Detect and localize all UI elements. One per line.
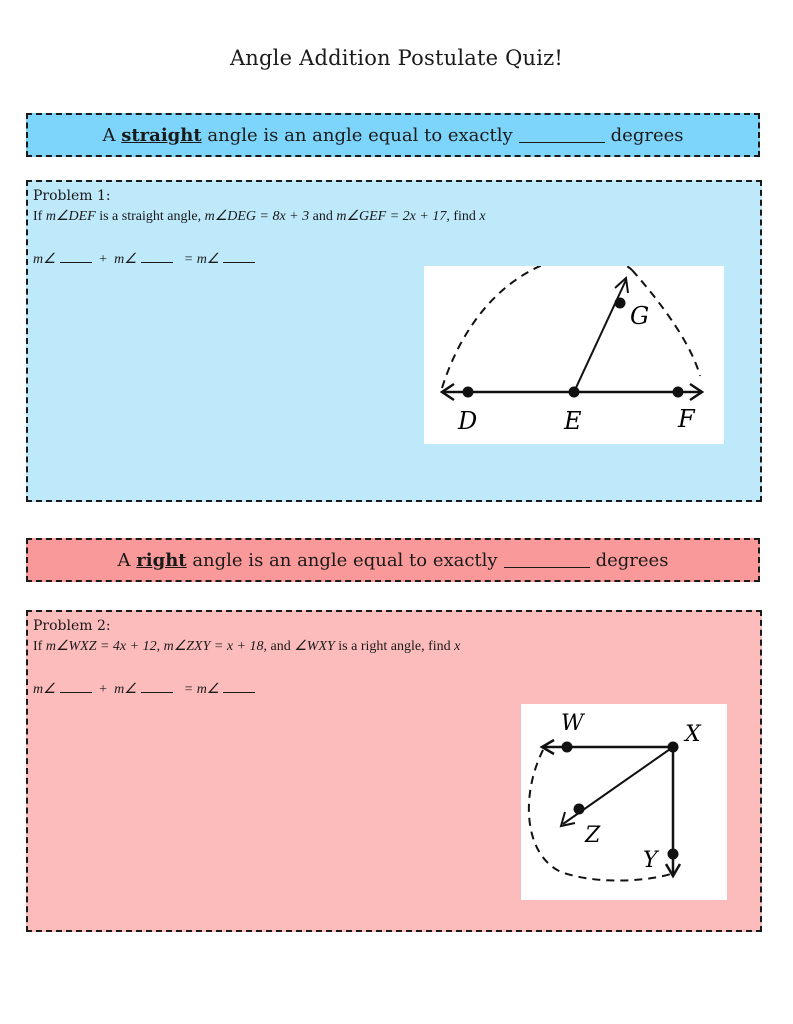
answer-blank[interactable] (504, 553, 590, 568)
statement-text: If (33, 209, 46, 224)
problem-1-equation (33, 250, 259, 268)
definition-keyword-right: right (136, 549, 187, 571)
problem-2-statement (33, 638, 460, 655)
statement-math: m∠WXZ = 4x + 12 (45, 639, 157, 654)
problem-2-label: Problem 2: (33, 618, 111, 634)
label-e: E (564, 407, 582, 435)
answer-blank[interactable] (519, 128, 605, 143)
problem-2-equation (33, 680, 259, 698)
definition-suffix: degrees (595, 549, 669, 571)
problem-2-box (26, 610, 762, 932)
statement-text: is a straight angle, (95, 209, 205, 224)
angle-symbol: m∠ (33, 252, 56, 267)
statement-math: x (454, 639, 461, 654)
statement-text: If (33, 639, 46, 654)
answer-blank[interactable] (223, 680, 255, 693)
point-z (574, 804, 585, 815)
answer-blank[interactable] (141, 680, 173, 693)
answer-blank[interactable] (141, 250, 173, 263)
page-title: Angle Addition Postulate Quiz! (229, 46, 564, 70)
ray-eg (574, 280, 626, 392)
statement-math: x (479, 209, 486, 224)
statement-math: m∠DEG = 8x + 3 (204, 209, 310, 224)
point-e (569, 387, 580, 398)
point-d (463, 387, 474, 398)
right-angle-diagram (521, 704, 727, 900)
problem-1-label: Problem 1: (33, 188, 111, 204)
answer-blank[interactable] (223, 250, 255, 263)
label-f: F (678, 405, 695, 433)
definition-prefix: A (102, 124, 116, 146)
answer-blank[interactable] (60, 680, 92, 693)
statement-math: m∠DEF (45, 209, 96, 224)
right-angle-figure (521, 704, 727, 900)
answer-blank[interactable] (60, 250, 92, 263)
label-w: W (561, 711, 584, 736)
statement-math: m∠GEF = 2x + 17 (336, 209, 447, 224)
definition-prefix: A (117, 549, 131, 571)
problem-1-statement (33, 208, 486, 225)
equals-angle-symbol: = m∠ (183, 682, 220, 697)
point-y (668, 849, 679, 860)
label-x: X (685, 722, 701, 747)
point-f (673, 387, 684, 398)
definition-suffix: degrees (610, 124, 684, 146)
statement-text: , (156, 639, 164, 654)
definition-text: angle is an angle equal to exactly (192, 549, 498, 571)
point-x (668, 742, 679, 753)
point-g (615, 298, 626, 309)
point-w (562, 742, 573, 753)
statement-text: , find (446, 209, 480, 224)
problem-1-box (26, 180, 762, 502)
statement-text: , and (263, 639, 295, 654)
statement-math: ∠WXY (294, 639, 335, 654)
label-d: D (458, 407, 478, 435)
angle-symbol: m∠ (114, 682, 137, 697)
plus-sign: + (99, 682, 108, 697)
straight-angle-diagram (424, 266, 724, 444)
label-z: Z (585, 823, 601, 848)
straight-angle-figure (424, 266, 724, 444)
label-g: G (630, 302, 650, 330)
definition-keyword-straight: straight (121, 124, 202, 146)
equals-angle-symbol: = m∠ (183, 252, 220, 267)
right-angle-definition (26, 538, 760, 582)
statement-text: and (309, 209, 337, 224)
label-y: Y (643, 848, 658, 873)
angle-symbol: m∠ (114, 252, 137, 267)
definition-text: angle is an angle equal to exactly (207, 124, 513, 146)
plus-sign: + (99, 252, 108, 267)
statement-text: is a right angle, find (334, 639, 455, 654)
straight-angle-definition (26, 113, 760, 157)
statement-math: m∠ZXY = x + 18 (163, 639, 264, 654)
angle-symbol: m∠ (33, 682, 56, 697)
